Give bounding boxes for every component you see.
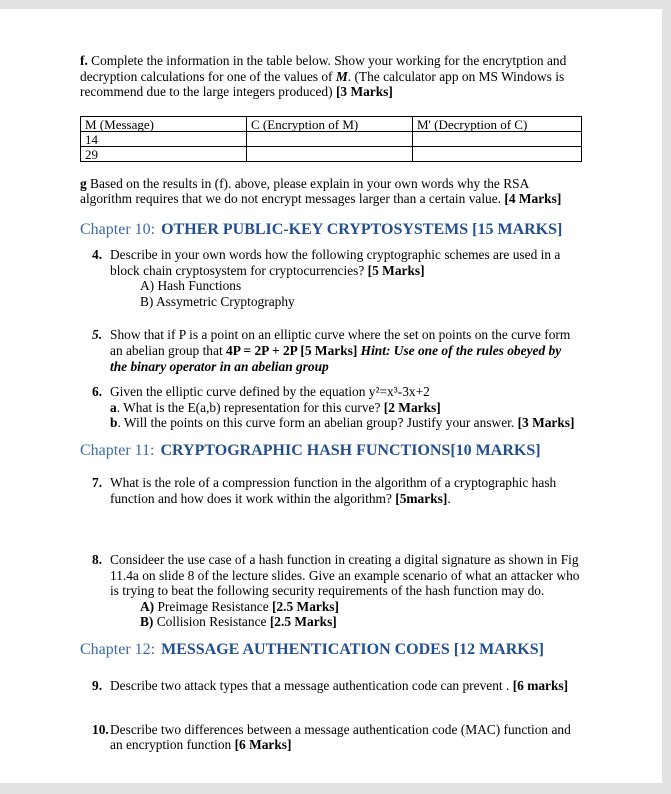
question-9-number: 9.	[92, 678, 103, 694]
chapter-10-heading	[80, 220, 581, 240]
chapter-12-heading	[80, 640, 581, 660]
table-header-message: M (Message)	[81, 116, 247, 131]
question-4-text: Describe in your own words how the following cryptographic schemes are used in a block chain cryptosystem for cryptocurrencies?	[110, 246, 561, 278]
table-cell-c14[interactable]	[247, 131, 413, 146]
chapter-12-label: Chapter 12:	[80, 641, 156, 659]
question-f-marks: [3 Marks]	[335, 84, 393, 100]
question-8-option-b-text: Collision Resistance	[153, 614, 270, 630]
question-8-body	[110, 552, 581, 630]
question-5	[80, 327, 581, 374]
question-8-option-a-marks: [2.5 Marks]	[272, 598, 339, 614]
table-cell-m29: 29	[81, 146, 247, 161]
question-8-option-a	[140, 599, 581, 615]
question-6-part-a-label: a	[110, 399, 117, 415]
question-6-part-b	[110, 415, 581, 431]
question-9-body	[110, 678, 581, 694]
question-f	[80, 53, 581, 100]
question-g-marks: [4 Marks]	[504, 191, 562, 207]
question-7-text: What is the role of a compression function in the algorithm of a cryptographic hash function and how does it work within the algorithm?	[110, 474, 557, 506]
question-10	[80, 722, 581, 753]
question-5-text: Show that if P is a point on an elliptic curve where the set on points on the curve form an abelian group that	[110, 327, 571, 358]
question-8-option-b-marks: [2.5 Marks]	[269, 614, 337, 630]
question-10-text: Describe two differences between a message authentication code (MAC) function and an encryption function	[110, 721, 571, 753]
variable-m: M	[335, 68, 348, 84]
question-6-part-b-text: . Will the points on this curve form an abelian group? Justify your answer.	[117, 415, 518, 431]
question-7	[80, 475, 581, 506]
chapter-10-title: OTHER PUBLIC-KEY CRYPTOSYSTEMS [15 MARKS]	[161, 220, 563, 238]
question-g	[80, 176, 581, 207]
table-cell-m14: 14	[81, 131, 247, 146]
document-page	[0, 9, 662, 783]
question-7-period: .	[447, 490, 451, 506]
question-8-option-a-text: Preimage Resistance	[154, 598, 273, 614]
question-10-number: 10.	[92, 721, 109, 737]
question-4-marks: [5 Marks]	[367, 262, 425, 278]
question-6-part-a	[110, 400, 581, 416]
question-5-hint: Hint: Use one of the rules obeyed by the binary operator in an abelian group	[110, 342, 562, 374]
table-header-row	[81, 116, 582, 131]
table-row	[81, 131, 582, 146]
question-8-text: Consideer the use case of a hash function in creating a digital signature as shown in Fig 11.4a on slide 8 of the lecture slides. Give an example scenario of what an attacker who is trying to beat the following security requirements of the hash function may do.	[110, 552, 580, 599]
question-6-body	[110, 384, 581, 431]
question-10-marks: [6 Marks]	[234, 737, 292, 753]
table-cell-mprime29[interactable]	[413, 146, 582, 161]
question-9-marks: [6 marks]	[512, 678, 569, 694]
question-5-number: 5.	[92, 327, 103, 343]
question-6	[80, 384, 581, 431]
table-cell-mprime14[interactable]	[413, 131, 582, 146]
question-4-option-b: B) Assymetric Cryptography	[140, 293, 295, 309]
question-g-text: Based on the results in (f). above, please explain in your own words why the RSA algorithm requires that we do not encrypt messages larger than a certain value.	[80, 175, 529, 207]
question-f-label: f.	[80, 53, 88, 68]
question-5-equation: 4P = 2P + 2P	[226, 342, 298, 358]
question-4-body	[110, 247, 581, 309]
question-f-text-2: . (The calculator app on MS Windows is recommend due to the large integers produced)	[80, 68, 565, 100]
question-7-marks: [5marks]	[395, 490, 448, 506]
question-6-text: Given the elliptic curve defined by the equation y²=x³-3x+2	[110, 384, 430, 400]
question-6-part-a-text: . What is the E(a,b) representation for this curve?	[116, 399, 384, 415]
question-7-body	[110, 475, 581, 506]
chapter-11-title: CRYPTOGRAPHIC HASH FUNCTIONS[10 MARKS]	[160, 441, 541, 459]
question-8-number: 8.	[92, 552, 103, 568]
question-9-text: Describe two attack types that a message authentication code can prevent .	[110, 678, 513, 694]
chapter-12-title: MESSAGE AUTHENTICATION CODES [12 MARKS]	[161, 641, 544, 659]
question-4-option-a: A) Hash Functions	[140, 278, 242, 294]
chapter-11-heading	[80, 441, 581, 461]
question-f-text-1: Complete the information in the table below. Show your working for the encrytption and decryption calculations for one of the values of	[80, 53, 567, 84]
question-g-label: g	[80, 175, 87, 191]
question-5-body	[110, 327, 581, 374]
table-header-encryption: C (Encryption of M)	[247, 116, 413, 131]
question-6-number: 6.	[92, 384, 103, 400]
table-cell-c29[interactable]	[247, 146, 413, 161]
encryption-table	[80, 116, 582, 162]
question-5-marks: [5 Marks]	[297, 342, 361, 358]
question-8	[80, 552, 581, 630]
question-10-body	[110, 722, 581, 753]
question-6-part-a-marks: [2 Marks]	[383, 399, 441, 415]
question-9	[80, 678, 581, 694]
question-8-option-b-label: B)	[140, 614, 154, 630]
table-row	[81, 146, 582, 161]
chapter-10-label: Chapter 10:	[80, 220, 156, 238]
question-4-number: 4.	[92, 246, 103, 262]
question-6-part-b-label: b	[110, 415, 118, 431]
table-header-decryption: M' (Decryption of C)	[413, 116, 582, 131]
question-6-part-b-marks: [3 Marks]	[517, 415, 575, 431]
question-8-option-a-label: A)	[140, 598, 155, 614]
question-7-number: 7.	[92, 474, 103, 490]
question-4	[80, 247, 581, 309]
question-8-option-b	[140, 614, 581, 630]
chapter-11-label: Chapter 11:	[80, 441, 155, 459]
